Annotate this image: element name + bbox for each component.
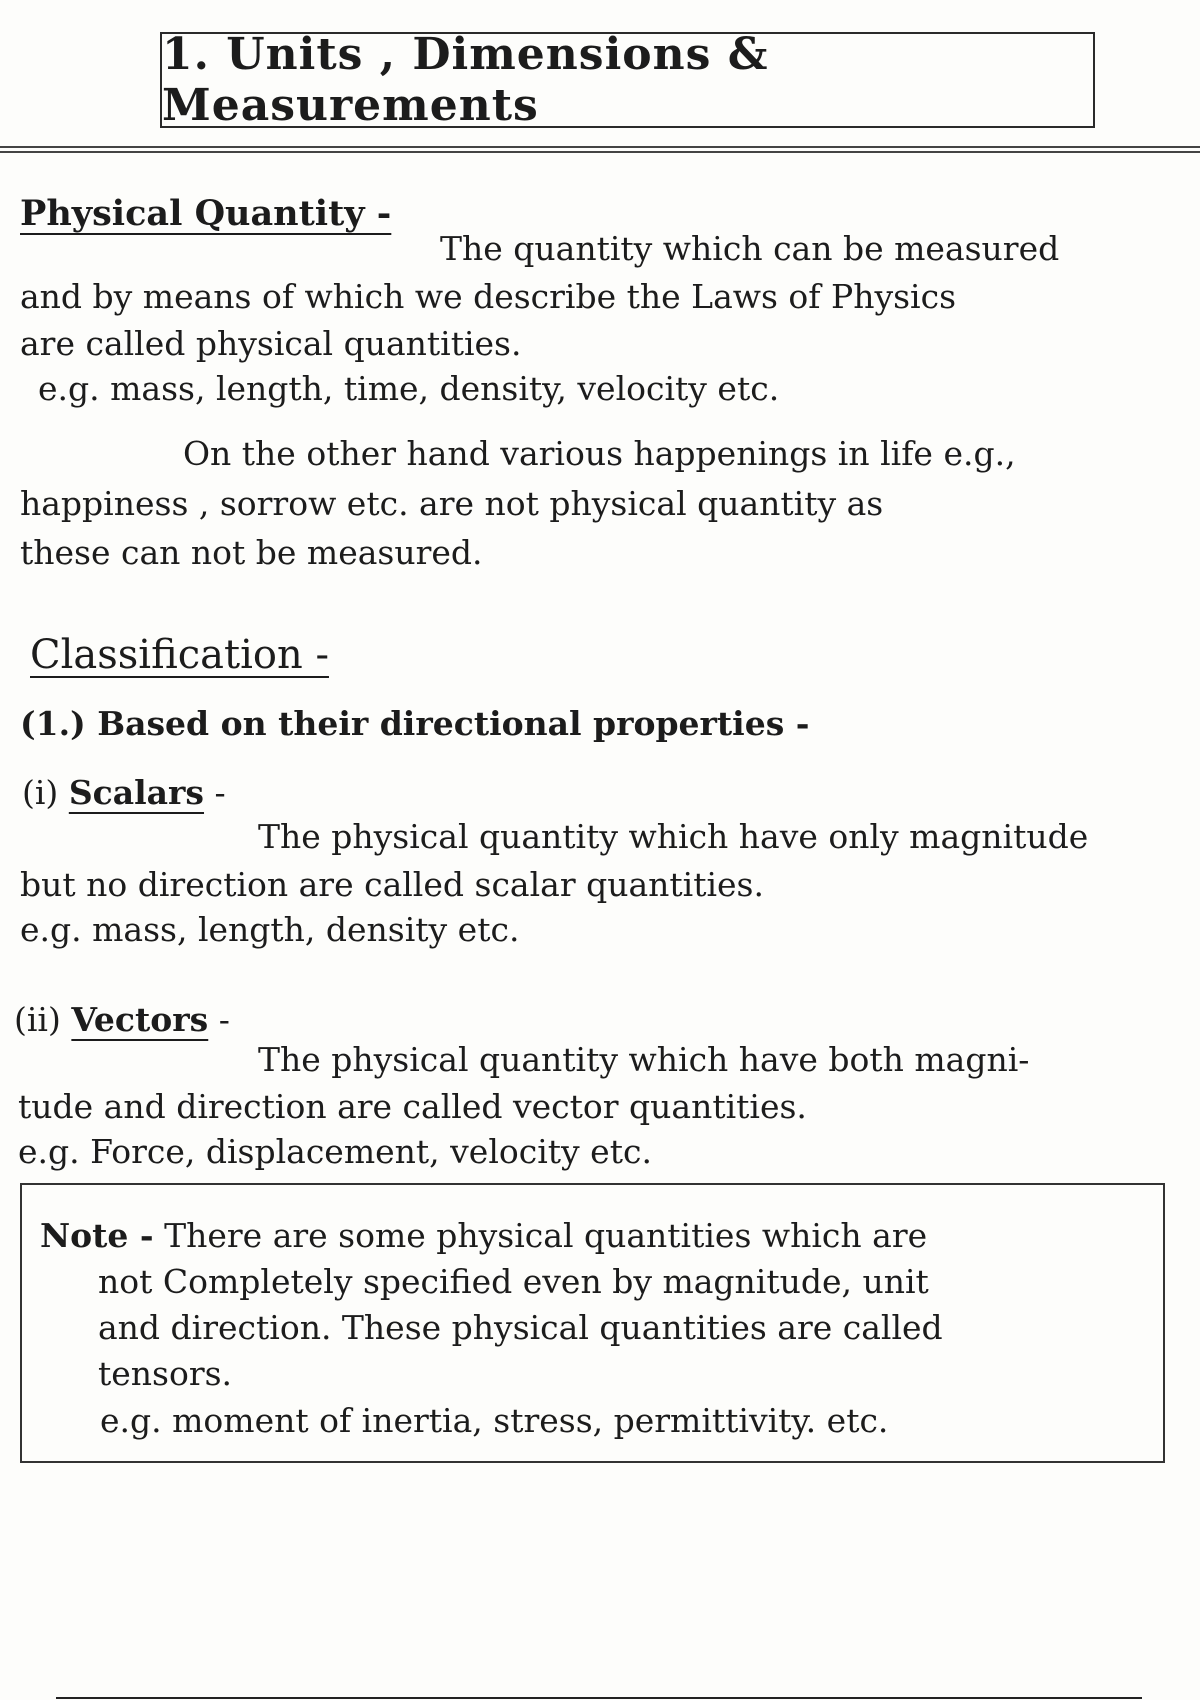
bottom-rule <box>56 1697 1142 1699</box>
vectors-line-1: The physical quantity which have both magni- <box>258 1040 1030 1079</box>
physical-quantity-heading: Physical Quantity - <box>20 193 392 234</box>
title-box <box>160 29 1095 131</box>
classification-heading: Classification - <box>30 632 329 678</box>
pq-para2-line-3: these can not be measured. <box>20 533 483 572</box>
scalars-example: e.g. mass, length, density etc. <box>20 910 520 949</box>
page-title: 1. Units , Dimensions & Measurements <box>162 29 769 131</box>
note-label: Note - <box>40 1216 154 1255</box>
scalars-heading: Scalars <box>68 773 205 812</box>
vectors-heading: Vectors <box>71 1000 209 1039</box>
vectors-dash: - <box>218 1000 230 1039</box>
note-line-3: and direction. These physical quantities are called <box>98 1308 943 1347</box>
classification-sub-1 <box>20 704 810 743</box>
vectors-heading-row <box>14 1000 230 1039</box>
scalars-label: (i) <box>22 773 59 812</box>
classification-sub-1-text: Based on their directional properties - <box>97 704 810 743</box>
title-divider <box>0 146 1200 153</box>
vectors-line-2: tude and direction are called vector quantities. <box>18 1087 807 1126</box>
note-line-4: tensors. <box>98 1354 233 1393</box>
vectors-example: e.g. Force, displacement, velocity etc. <box>18 1132 652 1171</box>
scalars-line-1: The physical quantity which have only magnitude <box>258 817 1089 856</box>
scalars-heading-row <box>22 773 226 812</box>
pq-line-3: are called physical quantities. <box>20 324 522 363</box>
note-line-1-row <box>40 1216 928 1255</box>
pq-para2-line-1: On the other hand various happenings in life e.g., <box>183 434 1016 473</box>
pq-line-1: The quantity which can be measured <box>440 229 1060 268</box>
classification-sub-1-label: (1.) <box>20 704 86 743</box>
pq-para2-line-2: happiness , sorrow etc. are not physical quantity as <box>20 484 884 523</box>
pq-example: e.g. mass, length, time, density, velocity etc. <box>38 369 780 408</box>
scalars-dash: - <box>214 773 226 812</box>
scalars-line-2: but no direction are called scalar quantities. <box>20 865 764 904</box>
note-line-1: There are some physical quantities which are <box>164 1216 928 1255</box>
note-example: e.g. moment of inertia, stress, permittivity. etc. <box>100 1401 889 1440</box>
note-line-2: not Completely specified even by magnitude, unit <box>98 1262 929 1301</box>
pq-line-2: and by means of which we describe the Laws of Physics <box>20 277 957 316</box>
vectors-label: (ii) <box>14 1000 61 1039</box>
